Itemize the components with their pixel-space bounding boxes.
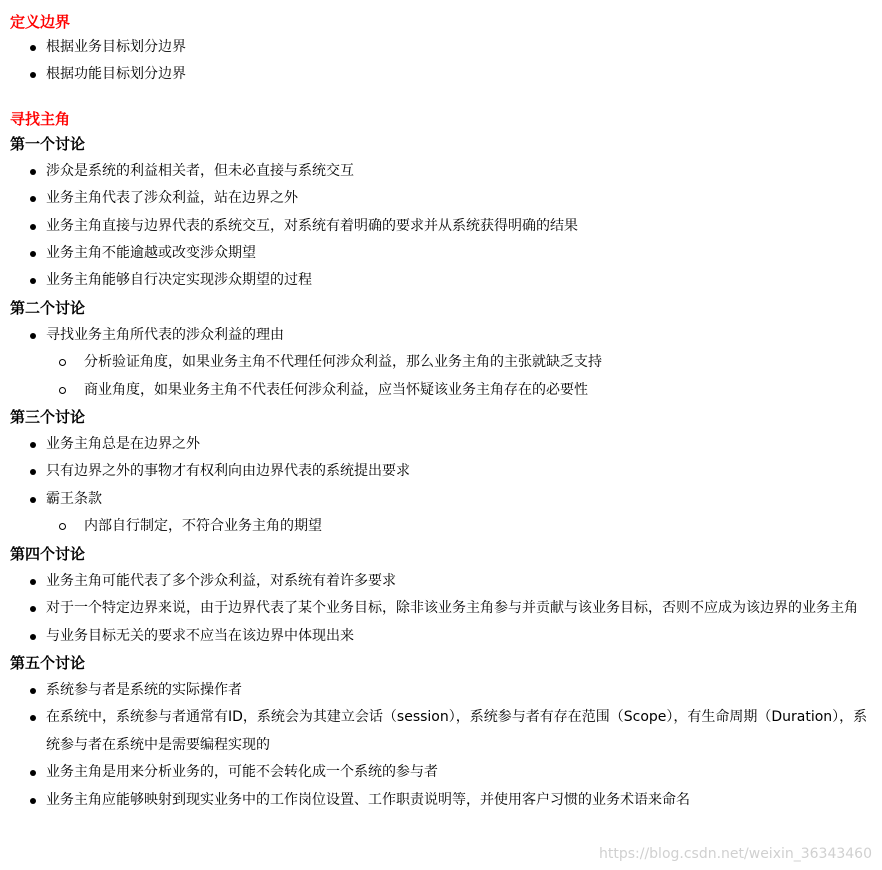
list-item: 只有边界之外的事物才有权利向由边界代表的系统提出要求 <box>10 458 870 485</box>
list-item: 业务主角不能逾越或改变涉众期望 <box>10 240 870 267</box>
list-item: 业务主角直接与边界代表的系统交互，对系统有着明确的要求并从系统获得明确的结果 <box>10 213 870 240</box>
discussion-4-list <box>10 568 870 650</box>
list-item: 寻找业务主角所代表的涉众利益的理由 <box>10 322 870 349</box>
discussion-title-2: 第二个讨论 <box>10 298 86 317</box>
discussion-3-sublist <box>10 513 870 540</box>
sub-list-item: 商业角度，如果业务主角不代表任何涉众利益，应当怀疑该业务主角存在的必要性 <box>10 377 870 404</box>
discussion-1-list <box>10 158 870 295</box>
list-item: 根据功能目标划分边界 <box>10 61 870 88</box>
discussion-2-sublist <box>10 349 870 404</box>
list-item: 涉众是系统的利益相关者，但未必直接与系统交互 <box>10 158 870 185</box>
list-item: 业务主角总是在边界之外 <box>10 431 870 458</box>
list-item: 业务主角是用来分析业务的，可能不会转化成一个系统的参与者 <box>10 759 870 786</box>
section-spacer <box>10 89 870 107</box>
discussion-title-5: 第五个讨论 <box>10 653 86 672</box>
list-item: 与业务目标无关的要求不应当在该边界中体现出来 <box>10 623 870 650</box>
sub-list-item: 内部自行制定，不符合业务主角的期望 <box>10 513 870 540</box>
section-heading-define-boundary: 定义边界 <box>10 13 71 31</box>
list-item: 霸王条款 <box>10 486 870 513</box>
discussion-5-list <box>10 677 870 814</box>
discussion-2-list <box>10 322 870 349</box>
discussion-3-list <box>10 431 870 513</box>
define-boundary-list <box>10 34 870 89</box>
list-item: 根据业务目标划分边界 <box>10 34 870 61</box>
list-item: 业务主角可能代表了多个涉众利益，对系统有着许多要求 <box>10 568 870 595</box>
list-item: 对于一个特定边界来说，由于边界代表了某个业务目标，除非该业务主角参与并贡献与该业务目标，否则不应成为该边界的业务主角 <box>10 595 870 622</box>
list-item: 在系统中，系统参与者通常有ID，系统会为其建立会话（session），系统参与者有存在范围（Scope），有生命周期（Duration），系统参与者在系统中是需要编程实现的 <box>10 704 870 759</box>
list-item: 业务主角能够自行决定实现涉众期望的过程 <box>10 267 870 294</box>
list-item: 业务主角代表了涉众利益，站在边界之外 <box>10 185 870 212</box>
discussion-title-1: 第一个讨论 <box>10 134 86 153</box>
list-item: 业务主角应能够映射到现实业务中的工作岗位设置、工作职责说明等，并使用客户习惯的业务术语来命名 <box>10 787 870 814</box>
list-item: 系统参与者是系统的实际操作者 <box>10 677 870 704</box>
section-heading-find-actor: 寻找主角 <box>10 109 71 128</box>
sub-list-item: 分析验证角度，如果业务主角不代理任何涉众利益，那么业务主角的主张就缺乏支持 <box>10 349 870 376</box>
document-body <box>10 10 870 814</box>
discussion-title-4: 第四个讨论 <box>10 544 86 563</box>
watermark: https://blog.csdn.net/weixin_36343460 <box>598 846 872 862</box>
discussion-title-3: 第三个讨论 <box>10 408 86 427</box>
